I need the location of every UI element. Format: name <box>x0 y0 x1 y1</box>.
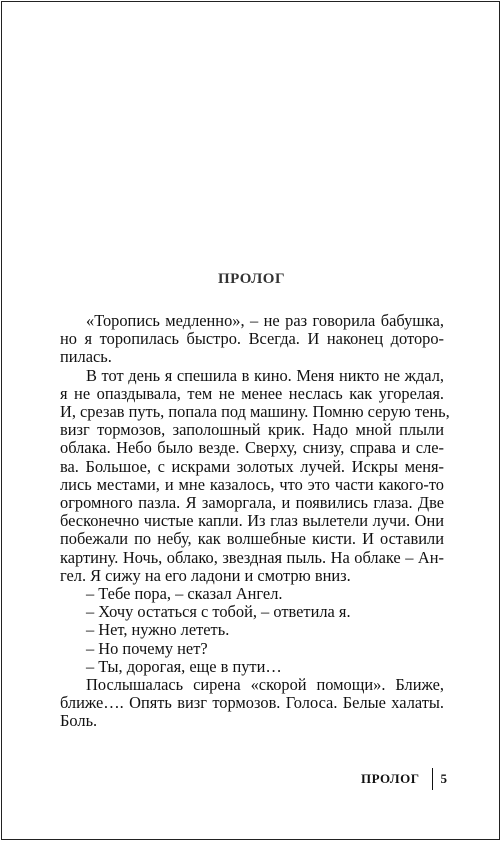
text-line: огромного пазла. Я заморгала, и появились глаза. Две <box>60 493 444 513</box>
text-line: облака. Небо было везде. Сверху, снизу, справа и сле- <box>60 438 444 458</box>
text-line: визг тормозов, заполошный крик. Надо мной плыли <box>60 420 444 440</box>
text-line: побежали по небу, как волшебные кисти. И оставили <box>60 529 444 549</box>
text-line: «Торопись медленно», – не раз говорила бабушка, <box>86 311 444 330</box>
running-head: ПРОЛОГ <box>360 771 420 786</box>
text-line: я не опаздывала, тем не менее неслась как угорелая. <box>60 383 444 403</box>
page-number: 5 <box>440 771 447 786</box>
text-line: пилась. <box>60 347 112 367</box>
text-line: – Тебе пора, – сказал Ангел. <box>86 584 283 604</box>
footer-divider <box>432 768 433 790</box>
text-line: – Ты, дорогая, еще в пути… <box>86 656 282 676</box>
text-line: ва. Большое, с искрами золотых лучей. Искры меня- <box>60 456 444 476</box>
text-line: – Но почему нет? <box>86 638 208 658</box>
text-line: картину. Ночь, облако, звездная пыль. На облаке – Ан- <box>60 547 444 567</box>
text-line: бесконечно чистые капли. Из глаз вылетели лучи. Они <box>60 511 444 531</box>
page-footer <box>361 768 447 790</box>
text-line: но я торопилась быстро. Всегда. И наконец доторо- <box>60 329 444 349</box>
text-line: И, срезав путь, попала под машину. Помню серую тень, <box>60 402 450 422</box>
text-line: В тот день я спешила в кино. Меня никто не ждал, <box>86 365 444 385</box>
text-line: гел. Я сижу на его ладони и смотрю вниз. <box>60 565 351 585</box>
text-line: Послышалась сирена «скорой помощи». Ближе, <box>86 675 444 695</box>
chapter-title: ПРОЛОГ <box>217 271 286 287</box>
text-line: Боль. <box>60 711 98 731</box>
text-line: – Хочу остаться с тобой, – ответила я. <box>86 602 351 622</box>
text-line: лись местами, и мне казалось, что это части какого-то <box>60 474 444 494</box>
text-line: – Нет, нужно лететь. <box>86 620 230 640</box>
body-text <box>60 311 450 731</box>
text-line: ближе…. Опять визг тормозов. Голоса. Белые халаты. <box>60 693 444 713</box>
